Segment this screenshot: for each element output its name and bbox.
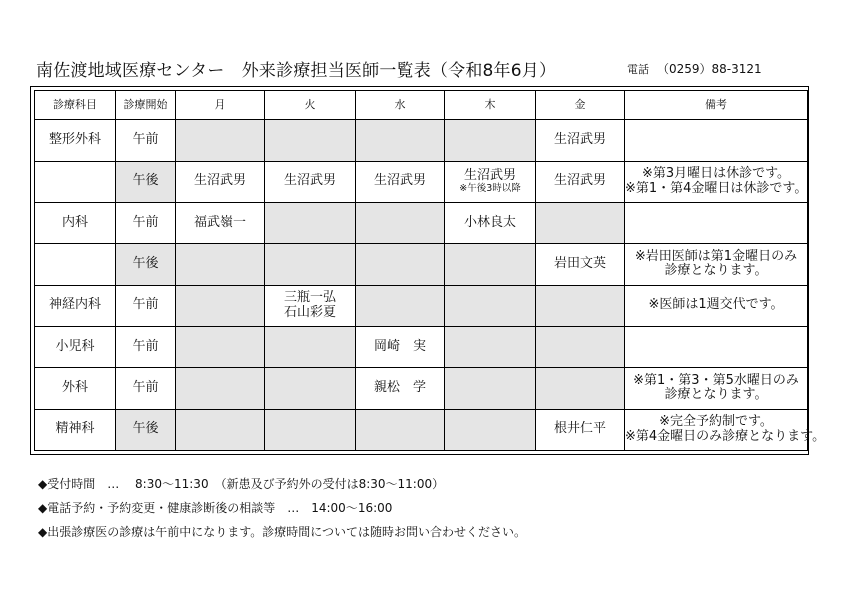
period-cell: 午後: [116, 409, 176, 450]
empty-cell: [356, 120, 445, 161]
empty-cell: [445, 326, 536, 367]
doctor-cell: 生沼武男: [356, 161, 445, 202]
note-cell: [625, 120, 808, 161]
doctor-sub-note: ※午後3時以降: [459, 183, 521, 194]
dept-pediatrics: 小児科: [35, 326, 116, 367]
header-tue: 火: [265, 91, 356, 120]
table-row: [35, 326, 808, 367]
doctor-cell: 小林良太: [445, 202, 536, 243]
footer-notes: [38, 472, 798, 544]
note-cell: [625, 285, 808, 326]
note-line: ※完全予約制です。: [659, 413, 773, 429]
period-cell: 午前: [116, 285, 176, 326]
empty-cell: [445, 285, 536, 326]
empty-cell: [265, 202, 356, 243]
doctor-cell: 親松 学: [356, 368, 445, 409]
doctor-cell: [265, 285, 356, 326]
doctor-cell: 岡崎 実: [356, 326, 445, 367]
empty-cell: [176, 285, 265, 326]
dept-empty: [35, 161, 116, 202]
header-thu: 木: [445, 91, 536, 120]
schedule-table: [34, 90, 826, 451]
table-row: [35, 244, 808, 285]
doctor-cell: [445, 161, 536, 202]
note-cell: [625, 202, 808, 243]
note-line: ※第1・第4金曜日は休診です。: [625, 180, 808, 196]
empty-cell: [356, 202, 445, 243]
empty-cell: [445, 409, 536, 450]
empty-cell: [265, 368, 356, 409]
period-cell: 午前: [116, 202, 176, 243]
note-line: ※第1・第3・第5水曜日のみ: [633, 372, 799, 388]
empty-cell: [356, 244, 445, 285]
table-row: [35, 202, 808, 243]
schedule-table-frame: [30, 86, 826, 455]
empty-cell: [265, 409, 356, 450]
empty-cell: [176, 409, 265, 450]
empty-cell: [265, 326, 356, 367]
header-wed: 水: [356, 91, 445, 120]
empty-cell: [536, 368, 625, 409]
empty-cell: [536, 326, 625, 367]
dept-internal: 内科: [35, 202, 116, 243]
empty-cell: [536, 285, 625, 326]
doctor-cell: 根井仁平: [536, 409, 625, 450]
period-cell: 午前: [116, 120, 176, 161]
dept-ortho: 整形外科: [35, 120, 116, 161]
document-title: 南佐渡地域医療センター 外来診療担当医師一覧表（令和8年6月）: [36, 61, 557, 81]
note-line: 診療となります。: [664, 387, 768, 403]
footer-reception-hours: ◆受付時間 … 8:30～11:30 （新患及び予約外の受付は8:30～11:00）: [38, 477, 445, 491]
doctor-cell: 岩田文英: [536, 244, 625, 285]
table-row: [35, 409, 808, 450]
header-mon: 月: [176, 91, 265, 120]
table-row: [35, 161, 808, 202]
table-row: [35, 368, 808, 409]
table-row: [35, 285, 808, 326]
empty-cell: [356, 285, 445, 326]
footer-visiting-doctor: ◆出張診療医の診療は午前中になります。診療時間については随時お問い合わせください。: [38, 525, 527, 539]
note-line: ※第4金曜日のみ診療となります。: [625, 428, 826, 444]
doctor-cell: 福武嶺一: [176, 202, 265, 243]
note-line: ※第3月曜日は休診です。: [641, 165, 791, 181]
period-cell: 午後: [116, 244, 176, 285]
period-cell: 午前: [116, 326, 176, 367]
phone-info: [627, 60, 762, 77]
header-department: 診療科目: [35, 91, 116, 120]
document-header: [36, 56, 796, 82]
header-start: 診療開始: [116, 91, 176, 120]
note-cell: [625, 409, 826, 450]
note-line: ※岩田医師は第1金曜日のみ: [634, 248, 798, 264]
header-fri: 金: [536, 91, 625, 120]
empty-cell: [445, 368, 536, 409]
table-row: [35, 120, 808, 161]
table-header-row: [35, 91, 808, 120]
empty-cell: [445, 120, 536, 161]
doctor-cell: 生沼武男: [265, 161, 356, 202]
period-cell: 午前: [116, 368, 176, 409]
empty-cell: [176, 326, 265, 367]
note-cell: [625, 161, 808, 202]
phone-label: 電話: [627, 63, 649, 76]
empty-cell: [445, 244, 536, 285]
dept-empty: [35, 244, 116, 285]
dept-neuro: 神経内科: [35, 285, 116, 326]
doctor-name: 三瓶一弘: [283, 289, 336, 305]
empty-cell: [265, 244, 356, 285]
header-notes: 備考: [625, 91, 808, 120]
empty-cell: [536, 202, 625, 243]
doctor-cell: 生沼武男: [536, 120, 625, 161]
doctor-name: 石山彩夏: [283, 304, 336, 320]
note-line: ※医師は1週交代です。: [648, 297, 784, 313]
empty-cell: [176, 244, 265, 285]
empty-cell: [176, 120, 265, 161]
dept-psychiatry: 精神科: [35, 409, 116, 450]
period-cell: 午後: [116, 161, 176, 202]
empty-cell: [265, 120, 356, 161]
footer-phone-consult: ◆電話予約・予約変更・健康診断後の相談等 … 14:00～16:00: [38, 501, 393, 515]
note-cell: [625, 326, 808, 367]
note-cell: [625, 244, 808, 285]
doctor-cell: 生沼武男: [536, 161, 625, 202]
doctor-name: 生沼武男: [463, 168, 516, 184]
note-cell: [625, 368, 808, 409]
note-line: 診療となります。: [664, 263, 768, 279]
doctor-cell: 生沼武男: [176, 161, 265, 202]
dept-surgery: 外科: [35, 368, 116, 409]
phone-number: （0259）88-3121: [657, 62, 762, 76]
empty-cell: [176, 368, 265, 409]
empty-cell: [356, 409, 445, 450]
